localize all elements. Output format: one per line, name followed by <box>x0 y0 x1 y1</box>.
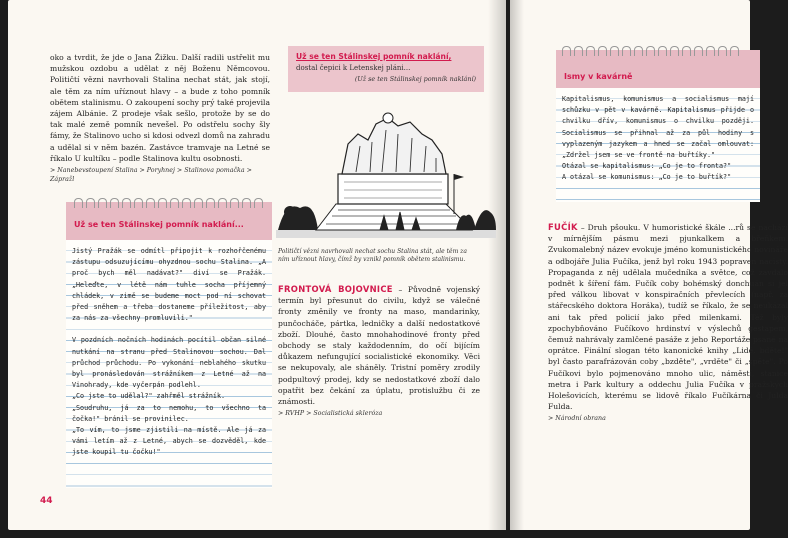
page-number-left: 44 <box>40 496 53 506</box>
intro-paragraph: oko a tvrdit, že jde o Jana Žižku. Další radili ustřelit mu mužskou ozdobu a udělat z něj Boženu Němcovou. Političtí vězni navrhovali Stalina nechat stát, jak stojí, ale těm za ním uříznout hlavy – a bude z toho pomník obětem stalinismu. O zakoupení sochy prý také projevila zájem Albánie. Z prodeje však sešlo, protože by se do tak malé země pomník nevešel. Po odstřelu sochy šly fámy, že Stalinovo ucho si kdosi odvezl domů na zahradu a udělal si v něm bazén. Zastávce tramvaje na Letné se říkalo U kultíku – podle Stalinova kultu osobnosti. <box>50 53 270 163</box>
notebook-body-right <box>556 88 760 202</box>
entry-title-frontova-bojovnice: FRONTOVÁ BOJOVNICE <box>278 284 393 294</box>
left-gutter-shadow <box>488 0 506 530</box>
stalin-monument-illustration <box>276 104 496 238</box>
ismy-paragraph-3: A otázal se komunismus: „Co je to buřtík?" <box>562 173 732 182</box>
entry-title-fucik: FUČÍK <box>548 222 578 232</box>
notebook-heading-left: Už se ten Stálinskej pomník naklání... <box>74 220 244 229</box>
notebook-box-right <box>556 50 760 202</box>
right-gutter-shadow <box>510 0 524 530</box>
notebook-body-left <box>66 240 272 488</box>
joke-paragraph-2: V pozdních nočních hodinách pocítil občan silné nutkání na stranu před Stalinovou sochou. Dal průchod průchodu. Po vykonání neblahého skutku byl pronásledován strážníkem z Letné až na Vinohrady, kde vyčerpán podlehl. <box>72 336 266 390</box>
intro-text-block <box>50 52 270 184</box>
notebook-heading-right: Ismy v kavárně <box>564 72 633 81</box>
entry-frontova-bojovnice <box>278 284 480 418</box>
joke-paragraph-4: „Soudruhu, já za to nemohu, to všechno ta čočka!" bránil se provinilec. <box>72 403 266 423</box>
intro-cross-reference: > Nanebevstoupení Stalina > Poryhnej > Stalinova pomačka > Zápražl <box>50 167 252 184</box>
left-page <box>8 0 506 530</box>
entry-xref-frontova-bojovnice: > RVHP > Socialistická sklerózа <box>278 410 383 418</box>
illustration-caption-text: Političtí vězni navrhovali nechat sochu Stalina stát, ale těm za ním uříznout hlavy, čímž by vznikl pomník obětem stalinismu. <box>278 248 467 264</box>
song-quote-source: (Už se ten Stálinskej pomník naklání) <box>354 75 476 83</box>
notebook-header-pink <box>66 202 272 240</box>
entry-fucik <box>548 222 788 423</box>
joke-paragraph-5: „To vím, to jsme zjistili na místě. Ale já za vámi letím až z Letné, abych se dozvěděl, kde jste koupil tu čočku!" <box>72 426 266 457</box>
illustration-caption <box>278 248 478 265</box>
joke-paragraph-3: „Co jste to udělal?" zahřměl strážník. <box>72 392 225 401</box>
song-quote-box <box>288 46 484 92</box>
song-quote-title: Už se ten Stálinskej pomník naklání, <box>296 52 452 61</box>
entry-xref-fucik: > Národní obrana <box>548 415 606 423</box>
right-page <box>510 0 788 530</box>
notebook-spiral-binding-right <box>556 46 760 56</box>
song-quote-line: dostal čepici k Letenskej pláni... <box>296 64 411 72</box>
notebook-box-left <box>66 202 272 488</box>
entry-text-fucik: – Druh pšouku. V humoristické škále ...rů se nachází v mírnějším pásmu mezi pjunkalkem a břeňkem. Zvukomalebný název evokuje jméno komunistického novináře a odbojáře Julia Fučíka, jenž byl roku 1943 popraven nacisty. Propaganda z něj udělala mučedníka a světce, což zavdalo podnět k šíření fám. Fučík coby bohémský donchuán si jel před válkou libovat v konspiračních převlecích (např. za stářecského doktora Horáka), tudíž se říkalo, že se neukázal ani tak před policií jako před milenkami. Též byly zpochybňováno Fučíkovo hrdinství v výslechů gestapem, čemuž nahrávaly zamlčené pasáže z jeho Reportáže psané na oprátce. Finální slogan této kanonické knihy „Lidé, bděte!" byl často parafrázován coby „bzděte", „vrděte" či „spěte". Po Fučíkovi bylo pojmenováno mnoho ulic, náměstí, stanice metra i Park kultury a oddechu Julia Fučíka v pražských Holešovicích, kterému se lidově říkalo Fučíkárna či Julda Fulda. <box>548 223 788 412</box>
notebook-spiral-binding <box>66 198 272 208</box>
entry-text-frontova-bojovnice: – Původně vojenský termín byl přesunut do civilu, když se válečné fronty změnily ve fronty na maso, mandarinky, punčocháče, pártka, ledničky a další nedostatkové zboží. Dlouhé, často mnohahodinové fronty před obchody se staly každodenním, do očí bijícím důkazem nefungující socialistické ekonomiky. Věci se nekupovaly, ale sháněly. Tristní poměry zrodily podpultový prodej, kdy se nedostatkové zboží dalo opatřit bez čekání za úplatu, protislužbu či ze známosti. <box>278 285 480 407</box>
ismy-paragraph-1: Kapitalismus, komunismus a socialismus mají schůzku v pět v kavárně. Kapitalismus přijde o chvilku dřív, komunismus o chvilku později. Socialismus se přihnal až za půl hodiny s vyplazeným jazykem a hned se začal omlouvat: „Zdržel jsem se ve frontě na buřtíky." <box>562 95 754 160</box>
notebook-header-pink-right <box>556 50 760 88</box>
ismy-paragraph-2: Otázal se kapitalismus: „Co je to fronta?" <box>562 162 732 171</box>
joke-paragraph-1: Jistý Pražák se odmítl připojit k rozhořčenému zástupu odsuzujícímu ohyzdnou sochu Stalina. „A proč bych měl nadávat?" diví se Pražák. „Heleďte, v létě nám tuhle socha příjemný chládek, v zimě se budeme moct pod ní schovat před sněhem a třeba dostaneme příležitost, aby za nás za všechny promluvili." <box>72 247 266 323</box>
